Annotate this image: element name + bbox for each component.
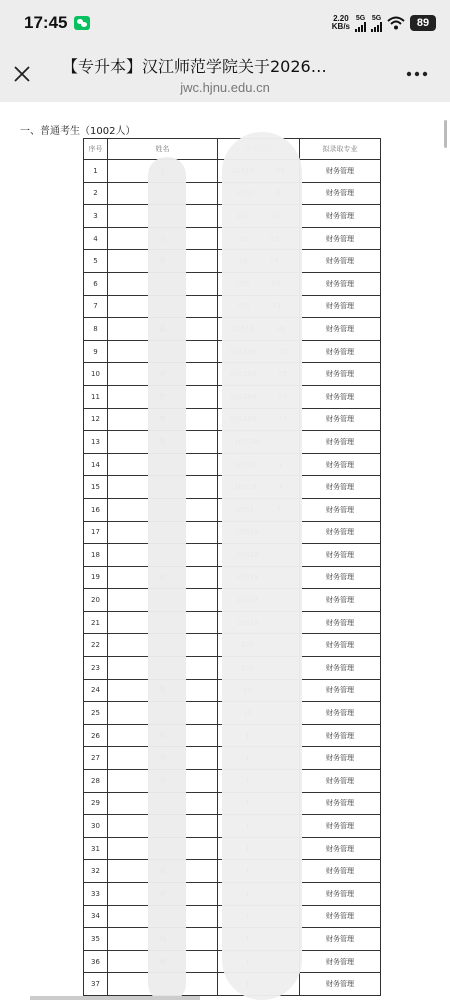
cell-major: 财务管理 bbox=[300, 566, 381, 589]
cell-no: 24 bbox=[84, 679, 108, 702]
cell-major: 财务管理 bbox=[300, 973, 381, 996]
cell-major: 财务管理 bbox=[300, 837, 381, 860]
cell-major: 财务管理 bbox=[300, 702, 381, 725]
cell-major: 财务管理 bbox=[300, 295, 381, 318]
signal-5g-2 bbox=[371, 15, 382, 32]
redaction-mask bbox=[148, 157, 186, 1000]
cell-no: 28 bbox=[84, 770, 108, 793]
cell-no: 15 bbox=[84, 476, 108, 499]
cell-no: 35 bbox=[84, 928, 108, 951]
cell-no: 30 bbox=[84, 815, 108, 838]
cell-major: 财务管理 bbox=[300, 544, 381, 567]
header-major: 拟录取专业 bbox=[300, 139, 381, 160]
cell-major: 财务管理 bbox=[300, 160, 381, 183]
battery-icon: 89 bbox=[410, 15, 436, 31]
cell-major: 财务管理 bbox=[300, 747, 381, 770]
cell-major: 财务管理 bbox=[300, 182, 381, 205]
page-domain: jwc.hjnu.edu.cn bbox=[180, 80, 270, 95]
cell-no: 5 bbox=[84, 250, 108, 273]
network-speed-unit: KB/s bbox=[331, 22, 350, 31]
cell-no: 12 bbox=[84, 408, 108, 431]
cell-major: 财务管理 bbox=[300, 815, 381, 838]
page-title: 【专升本】汉江师范学院关于2026… bbox=[62, 57, 327, 76]
cell-major: 财务管理 bbox=[300, 408, 381, 431]
cell-no: 22 bbox=[84, 634, 108, 657]
cell-no: 7 bbox=[84, 295, 108, 318]
cell-no: 2 bbox=[84, 182, 108, 205]
cell-major: 财务管理 bbox=[300, 227, 381, 250]
cell-no: 9 bbox=[84, 340, 108, 363]
cell-no: 29 bbox=[84, 792, 108, 815]
cell-major: 财务管理 bbox=[300, 950, 381, 973]
cell-no: 20 bbox=[84, 589, 108, 612]
cell-major: 财务管理 bbox=[300, 770, 381, 793]
cell-major: 财务管理 bbox=[300, 521, 381, 544]
cell-no: 27 bbox=[84, 747, 108, 770]
signal-5g-label: 5G bbox=[355, 14, 366, 22]
cell-major: 财务管理 bbox=[300, 657, 381, 680]
status-bar bbox=[0, 0, 450, 46]
cell-major: 财务管理 bbox=[300, 679, 381, 702]
cell-no: 34 bbox=[84, 905, 108, 928]
cell-major: 财务管理 bbox=[300, 453, 381, 476]
cell-major: 财务管理 bbox=[300, 634, 381, 657]
cell-no: 8 bbox=[84, 318, 108, 341]
cell-major: 财务管理 bbox=[300, 792, 381, 815]
cell-no: 1 bbox=[84, 160, 108, 183]
cellular-signal-icon bbox=[355, 22, 366, 32]
signal-5g-label: 5G bbox=[371, 14, 382, 22]
scrollbar-thumb[interactable] bbox=[444, 120, 447, 148]
cell-major: 财务管理 bbox=[300, 724, 381, 747]
cell-no: 21 bbox=[84, 611, 108, 634]
cell-no: 18 bbox=[84, 544, 108, 567]
cell-major: 财务管理 bbox=[300, 883, 381, 906]
signal-5g-1 bbox=[355, 15, 366, 32]
cell-no: 31 bbox=[84, 837, 108, 860]
cell-no: 36 bbox=[84, 950, 108, 973]
header-name: 姓名 bbox=[108, 139, 218, 160]
cell-no: 6 bbox=[84, 272, 108, 295]
cell-no: 26 bbox=[84, 724, 108, 747]
cell-no: 23 bbox=[84, 657, 108, 680]
cell-major: 财务管理 bbox=[300, 431, 381, 454]
cell-major: 财务管理 bbox=[300, 205, 381, 228]
wifi-icon bbox=[387, 16, 405, 30]
cell-major: 财务管理 bbox=[300, 860, 381, 883]
horizontal-scroll-indicator bbox=[30, 996, 200, 1000]
cell-no: 11 bbox=[84, 385, 108, 408]
header-no: 序号 bbox=[84, 139, 108, 160]
cell-major: 财务管理 bbox=[300, 250, 381, 273]
cell-no: 4 bbox=[84, 227, 108, 250]
wechat-notification-icon bbox=[74, 16, 90, 30]
cell-major: 财务管理 bbox=[300, 363, 381, 386]
cell-no: 3 bbox=[84, 205, 108, 228]
cell-no: 16 bbox=[84, 498, 108, 521]
network-speed-value: 2.20 bbox=[333, 14, 349, 23]
browser-nav-bar bbox=[0, 46, 450, 102]
cellular-signal-icon bbox=[371, 22, 382, 32]
cell-no: 14 bbox=[84, 453, 108, 476]
status-time: 17:45 bbox=[24, 13, 68, 32]
cell-no: 33 bbox=[84, 883, 108, 906]
document-content[interactable] bbox=[0, 102, 450, 1000]
network-speed bbox=[332, 15, 350, 31]
cell-major: 财务管理 bbox=[300, 928, 381, 951]
cell-major: 财务管理 bbox=[300, 385, 381, 408]
cell-no: 37 bbox=[84, 973, 108, 996]
cell-major: 财务管理 bbox=[300, 272, 381, 295]
cell-major: 财务管理 bbox=[300, 318, 381, 341]
cell-major: 财务管理 bbox=[300, 498, 381, 521]
cell-no: 25 bbox=[84, 702, 108, 725]
cell-no: 32 bbox=[84, 860, 108, 883]
cell-major: 财务管理 bbox=[300, 905, 381, 928]
cell-major: 财务管理 bbox=[300, 611, 381, 634]
redaction-mask bbox=[222, 132, 302, 1000]
cell-major: 财务管理 bbox=[300, 340, 381, 363]
cell-major: 财务管理 bbox=[300, 476, 381, 499]
status-indicators bbox=[332, 15, 436, 32]
cell-no: 13 bbox=[84, 431, 108, 454]
cell-no: 10 bbox=[84, 363, 108, 386]
cell-no: 19 bbox=[84, 566, 108, 589]
section-title: 一、普通考生（1002人） bbox=[20, 126, 136, 137]
cell-no: 17 bbox=[84, 521, 108, 544]
cell-major: 财务管理 bbox=[300, 589, 381, 612]
more-options-icon[interactable] bbox=[405, 70, 429, 78]
